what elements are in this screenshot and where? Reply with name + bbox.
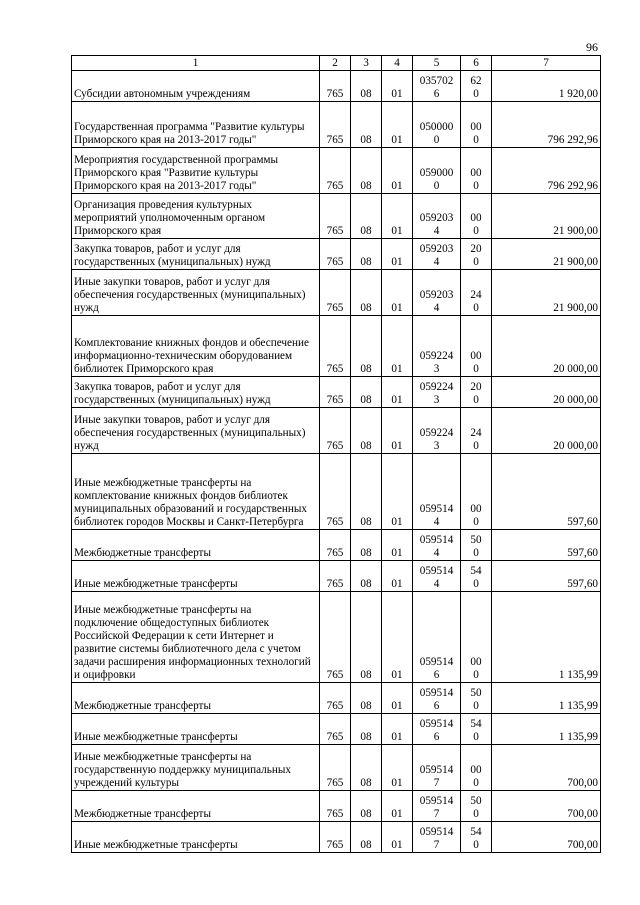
table-row — [72, 454, 601, 530]
expense-code-top: 00 — [470, 350, 482, 362]
row-expense-type-code — [461, 270, 492, 316]
target-code-top: 059514 — [419, 534, 454, 546]
row-subsection-code: 01 — [382, 408, 413, 454]
expense-code-bottom: 0 — [473, 516, 479, 528]
header-col-1: 1 — [72, 56, 320, 71]
target-code-top: 059224 — [419, 381, 454, 393]
expense-code-bottom: 0 — [473, 777, 479, 789]
expense-code-top: 00 — [470, 121, 482, 133]
row-ministry-code: 765 — [320, 270, 351, 316]
expense-code-bottom: 0 — [473, 808, 479, 820]
row-section-code: 08 — [351, 454, 382, 530]
target-code-top: 059514 — [419, 826, 454, 838]
target-code-bottom: 7 — [433, 839, 440, 851]
expense-code-top: 00 — [470, 503, 482, 515]
row-target-code — [413, 377, 461, 408]
target-code-top: 059203 — [419, 212, 454, 224]
row-ministry-code: 765 — [320, 377, 351, 408]
target-code-top: 059514 — [419, 795, 454, 807]
target-code-bottom: 4 — [433, 256, 440, 268]
row-section-code: 08 — [351, 683, 382, 714]
table-row — [72, 745, 601, 791]
row-target-code — [413, 745, 461, 791]
row-name-cell: Межбюджетные трансферты — [72, 530, 320, 561]
table-row — [72, 408, 601, 454]
row-ministry-code: 765 — [320, 592, 351, 683]
table-row — [72, 71, 601, 102]
row-subsection-code: 01 — [382, 71, 413, 102]
target-code-bottom: 4 — [433, 578, 440, 590]
row-expense-type-code — [461, 683, 492, 714]
target-code-bottom: 3 — [433, 440, 440, 452]
row-ministry-code: 765 — [320, 239, 351, 270]
expense-code-top: 54 — [470, 565, 482, 577]
row-amount: 1 135,99 — [492, 683, 601, 714]
row-target-code — [413, 561, 461, 592]
budget-table — [71, 55, 601, 853]
row-ministry-code: 765 — [320, 71, 351, 102]
row-expense-type-code — [461, 194, 492, 239]
expense-code-bottom: 0 — [473, 225, 479, 237]
expense-code-top: 00 — [470, 764, 482, 776]
expense-code-top: 00 — [470, 656, 482, 668]
row-subsection-code: 01 — [382, 148, 413, 194]
row-expense-type-code — [461, 408, 492, 454]
row-target-code — [413, 270, 461, 316]
row-name-cell: Мероприятия государственной программы Приморского края "Развитие культуры Приморского края на 2013-2017 годы" — [72, 148, 320, 194]
row-section-code: 08 — [351, 102, 382, 148]
row-target-code — [413, 454, 461, 530]
row-amount: 20 000,00 — [492, 316, 601, 377]
table-row — [72, 102, 601, 148]
row-ministry-code: 765 — [320, 408, 351, 454]
row-target-code — [413, 822, 461, 853]
target-code-top: 059224 — [419, 427, 454, 439]
target-code-bottom: 4 — [433, 547, 440, 559]
row-amount: 1 135,99 — [492, 714, 601, 745]
row-subsection-code: 01 — [382, 745, 413, 791]
target-code-top: 050000 — [419, 121, 454, 133]
row-amount: 21 900,00 — [492, 270, 601, 316]
target-code-bottom: 3 — [433, 394, 440, 406]
target-code-top: 059514 — [419, 718, 454, 730]
row-expense-type-code — [461, 148, 492, 194]
row-amount: 21 900,00 — [492, 239, 601, 270]
table-row — [72, 561, 601, 592]
table-row — [72, 239, 601, 270]
row-name-cell: Иные межбюджетные трансферты на подключение общедоступных библиотек Российской Федерации к сети Интернет и развитие системы библиотечного дела с учетом задачи расширения информационных технологий и оцифровки — [72, 592, 320, 683]
row-expense-type-code — [461, 791, 492, 822]
table-row — [72, 791, 601, 822]
target-code-top: 059514 — [419, 503, 454, 515]
row-target-code — [413, 530, 461, 561]
expense-code-bottom: 0 — [473, 440, 479, 452]
row-expense-type-code — [461, 561, 492, 592]
table-row — [72, 148, 601, 194]
expense-code-bottom: 0 — [473, 363, 479, 375]
target-code-bottom: 6 — [433, 669, 440, 681]
expense-code-top: 54 — [470, 718, 482, 730]
row-subsection-code: 01 — [382, 454, 413, 530]
table-body — [72, 71, 601, 853]
header-col-2: 2 — [320, 56, 351, 71]
expense-code-top: 50 — [470, 795, 482, 807]
table-row — [72, 683, 601, 714]
row-target-code — [413, 194, 461, 239]
row-name-cell: Иные межбюджетные трансферты — [72, 714, 320, 745]
row-section-code: 08 — [351, 316, 382, 377]
row-ministry-code: 765 — [320, 148, 351, 194]
row-section-code: 08 — [351, 530, 382, 561]
row-subsection-code: 01 — [382, 530, 413, 561]
row-amount: 20 000,00 — [492, 408, 601, 454]
target-code-top: 059514 — [419, 687, 454, 699]
row-section-code: 08 — [351, 745, 382, 791]
target-code-top: 035702 — [419, 75, 454, 87]
row-ministry-code: 765 — [320, 102, 351, 148]
row-section-code: 08 — [351, 239, 382, 270]
row-expense-type-code — [461, 714, 492, 745]
expense-code-top: 62 — [470, 75, 482, 87]
row-expense-type-code — [461, 454, 492, 530]
row-target-code — [413, 316, 461, 377]
row-ministry-code: 765 — [320, 561, 351, 592]
row-target-code — [413, 71, 461, 102]
target-code-bottom: 4 — [433, 225, 440, 237]
row-section-code: 08 — [351, 194, 382, 239]
target-code-top: 059514 — [419, 565, 454, 577]
row-amount: 20 000,00 — [492, 377, 601, 408]
target-code-top: 059203 — [419, 243, 454, 255]
row-name-cell: Иные закупки товаров, работ и услуг для обеспечения государственных (муниципальных) нужд — [72, 270, 320, 316]
row-expense-type-code — [461, 592, 492, 683]
row-expense-type-code — [461, 745, 492, 791]
target-code-top: 059203 — [419, 289, 454, 301]
row-name-cell: Закупка товаров, работ и услуг для государственных (муниципальных) нужд — [72, 239, 320, 270]
expense-code-top: 54 — [470, 826, 482, 838]
row-target-code — [413, 408, 461, 454]
expense-code-top: 20 — [470, 243, 482, 255]
table-row — [72, 377, 601, 408]
row-name-cell: Иные межбюджетные трансферты на комплектование книжных фондов библиотек муниципальных образований и государственных библиотек городов Москвы и Санкт-Петербурга — [72, 454, 320, 530]
row-name-cell: Государственная программа "Развитие культуры Приморского края на 2013-2017 годы" — [72, 102, 320, 148]
row-target-code — [413, 714, 461, 745]
row-section-code: 08 — [351, 822, 382, 853]
row-amount: 1 135,99 — [492, 592, 601, 683]
row-amount: 597,60 — [492, 530, 601, 561]
expense-code-top: 20 — [470, 381, 482, 393]
row-section-code: 08 — [351, 791, 382, 822]
target-code-bottom: 3 — [433, 363, 440, 375]
row-name-cell: Комплектование книжных фондов и обеспечение информационно-техническим оборудованием библиотек Приморского края — [72, 316, 320, 377]
target-code-bottom: 6 — [433, 700, 440, 712]
row-expense-type-code — [461, 239, 492, 270]
row-ministry-code: 765 — [320, 454, 351, 530]
expense-code-top: 50 — [470, 534, 482, 546]
expense-code-bottom: 0 — [473, 578, 479, 590]
row-section-code: 08 — [351, 714, 382, 745]
row-ministry-code: 765 — [320, 714, 351, 745]
target-code-bottom: 7 — [433, 777, 440, 789]
table-row — [72, 194, 601, 239]
header-col-5: 5 — [413, 56, 461, 71]
row-subsection-code: 01 — [382, 270, 413, 316]
row-name-cell: Иные межбюджетные трансферты — [72, 561, 320, 592]
expense-code-bottom: 0 — [473, 394, 479, 406]
table-row — [72, 714, 601, 745]
expense-code-bottom: 0 — [473, 731, 479, 743]
row-name-cell: Субсидии автономным учреждениям — [72, 71, 320, 102]
row-section-code: 08 — [351, 148, 382, 194]
expense-code-bottom: 0 — [473, 88, 479, 100]
row-amount: 21 900,00 — [492, 194, 601, 239]
row-target-code — [413, 791, 461, 822]
row-target-code — [413, 239, 461, 270]
row-name-cell: Иные межбюджетные трансферты — [72, 822, 320, 853]
row-name-cell: Закупка товаров, работ и услуг для государственных (муниципальных) нужд — [72, 377, 320, 408]
page-number: 96 — [586, 40, 598, 54]
row-ministry-code: 765 — [320, 316, 351, 377]
row-amount: 597,60 — [492, 454, 601, 530]
row-ministry-code: 765 — [320, 791, 351, 822]
header-col-4: 4 — [382, 56, 413, 71]
row-expense-type-code — [461, 530, 492, 561]
target-code-bottom: 6 — [433, 88, 440, 100]
row-section-code: 08 — [351, 408, 382, 454]
row-subsection-code: 01 — [382, 316, 413, 377]
expense-code-bottom: 0 — [473, 180, 479, 192]
table-row — [72, 822, 601, 853]
target-code-top: 059000 — [419, 167, 454, 179]
expense-code-bottom: 0 — [473, 839, 479, 851]
row-subsection-code: 01 — [382, 239, 413, 270]
row-section-code: 08 — [351, 270, 382, 316]
header-col-3: 3 — [351, 56, 382, 71]
row-subsection-code: 01 — [382, 102, 413, 148]
table-row — [72, 270, 601, 316]
row-expense-type-code — [461, 102, 492, 148]
row-target-code — [413, 102, 461, 148]
row-expense-type-code — [461, 377, 492, 408]
row-name-cell: Организация проведения культурных мероприятий уполномоченным органом Приморского края — [72, 194, 320, 239]
target-code-bottom: 0 — [433, 134, 440, 146]
row-ministry-code: 765 — [320, 683, 351, 714]
row-name-cell: Межбюджетные трансферты — [72, 791, 320, 822]
row-subsection-code: 01 — [382, 377, 413, 408]
row-amount: 700,00 — [492, 745, 601, 791]
target-code-top: 059514 — [419, 656, 454, 668]
row-amount: 796 292,96 — [492, 102, 601, 148]
row-subsection-code: 01 — [382, 561, 413, 592]
row-amount: 700,00 — [492, 791, 601, 822]
table-row — [72, 592, 601, 683]
row-subsection-code: 01 — [382, 592, 413, 683]
target-code-bottom: 4 — [433, 302, 440, 314]
row-section-code: 08 — [351, 592, 382, 683]
expense-code-top: 24 — [470, 427, 482, 439]
row-ministry-code: 765 — [320, 822, 351, 853]
header-row — [72, 56, 601, 71]
expense-code-bottom: 0 — [473, 700, 479, 712]
row-subsection-code: 01 — [382, 822, 413, 853]
header-col-7: 7 — [492, 56, 601, 71]
row-section-code: 08 — [351, 377, 382, 408]
table-row — [72, 530, 601, 561]
expense-code-bottom: 0 — [473, 302, 479, 314]
expense-code-bottom: 0 — [473, 547, 479, 559]
row-section-code: 08 — [351, 561, 382, 592]
row-expense-type-code — [461, 71, 492, 102]
expense-code-top: 00 — [470, 167, 482, 179]
expense-code-top: 50 — [470, 687, 482, 699]
expense-code-top: 00 — [470, 212, 482, 224]
row-subsection-code: 01 — [382, 683, 413, 714]
target-code-top: 059514 — [419, 764, 454, 776]
target-code-top: 059224 — [419, 350, 454, 362]
row-section-code: 08 — [351, 71, 382, 102]
row-expense-type-code — [461, 316, 492, 377]
expense-code-bottom: 0 — [473, 669, 479, 681]
target-code-bottom: 4 — [433, 516, 440, 528]
row-ministry-code: 765 — [320, 194, 351, 239]
row-ministry-code: 765 — [320, 530, 351, 561]
row-name-cell: Иные закупки товаров, работ и услуг для обеспечения государственных (муниципальных) нужд — [72, 408, 320, 454]
row-amount: 796 292,96 — [492, 148, 601, 194]
row-name-cell: Межбюджетные трансферты — [72, 683, 320, 714]
row-amount: 1 920,00 — [492, 71, 601, 102]
expense-code-bottom: 0 — [473, 256, 479, 268]
row-amount: 597,60 — [492, 561, 601, 592]
row-name-cell: Иные межбюджетные трансферты на государственную поддержку муниципальных учреждений культуры — [72, 745, 320, 791]
row-target-code — [413, 683, 461, 714]
row-amount: 700,00 — [492, 822, 601, 853]
header-col-6: 6 — [461, 56, 492, 71]
row-target-code — [413, 148, 461, 194]
row-subsection-code: 01 — [382, 791, 413, 822]
expense-code-top: 24 — [470, 289, 482, 301]
target-code-bottom: 6 — [433, 731, 440, 743]
table-row — [72, 316, 601, 377]
row-ministry-code: 765 — [320, 745, 351, 791]
row-target-code — [413, 592, 461, 683]
expense-code-bottom: 0 — [473, 134, 479, 146]
row-subsection-code: 01 — [382, 714, 413, 745]
target-code-bottom: 7 — [433, 808, 440, 820]
row-expense-type-code — [461, 822, 492, 853]
target-code-bottom: 0 — [433, 180, 440, 192]
row-subsection-code: 01 — [382, 194, 413, 239]
